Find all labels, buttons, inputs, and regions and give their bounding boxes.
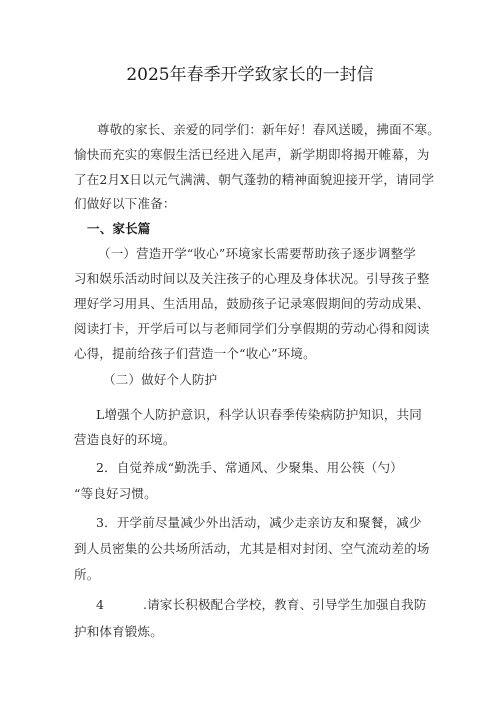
sub1-line-2: 习和娱乐活动时间以及关注孩子的心理及身体状况。引导孩子整: [74, 271, 430, 286]
item2-line-1: 2．自觉养成“勤洗手、常通风、少聚集、用公筷（勺）: [96, 460, 403, 475]
sub1-line-5: 心得，提前给孩子们营造一个“收心”环境。: [74, 346, 316, 361]
sub2-heading: （二）做好个人防护: [103, 372, 218, 387]
item3-line-3: 所。: [74, 567, 100, 582]
sub1-line-1: （一）营造开学“收心”环境家长需要帮助孩子逐步调整学: [98, 246, 416, 261]
section-heading-parents: 一、家长篇: [87, 221, 151, 236]
item1-line-2: 营造良好的环境。: [74, 432, 176, 447]
item4-line-1: .请家长积极配合学校，教育、引导学生加强自我防: [143, 597, 427, 612]
item3-line-1: 3．开学前尽量减少外出活动，减少走亲访友和聚餐，减少: [96, 515, 422, 530]
intro-line-3: 了在2月X日以元气满满、朝气蓬勃的精神面貌迎接开学，请同学: [74, 172, 435, 187]
sub1-line-4: 阅读打卡，开学后可以与老师同学们分享假期的劳动心得和阅读: [74, 321, 430, 336]
document-title: 2025年春季开学致家长的一封信: [126, 65, 374, 85]
item1-line-1: L增强个人防护意识，科学认识春季传染病防护知识，共同: [96, 407, 423, 422]
item4-line-2: 护和体育锻炼。: [74, 624, 163, 639]
intro-line-4: 们做好以下准备：: [74, 196, 176, 211]
sub1-line-3: 理好学习用具、生活用品，鼓励孩子记录寒假期间的劳动成果、: [74, 296, 430, 311]
item2-line-2: “等良好习惯。: [74, 486, 157, 501]
intro-line-1: 尊敬的家长、亲爱的同学们：新年好！春风送暖，拂面不寒。: [97, 122, 440, 137]
item4-number: 4: [96, 597, 105, 612]
item3-line-2: 到人员密集的公共场所活动，尤其是相对封闭、空气流动差的场: [74, 541, 430, 556]
intro-line-2: 愉快而充实的寒假生活已经进入尾声，新学期即将揭开帷幕，为: [74, 147, 430, 162]
